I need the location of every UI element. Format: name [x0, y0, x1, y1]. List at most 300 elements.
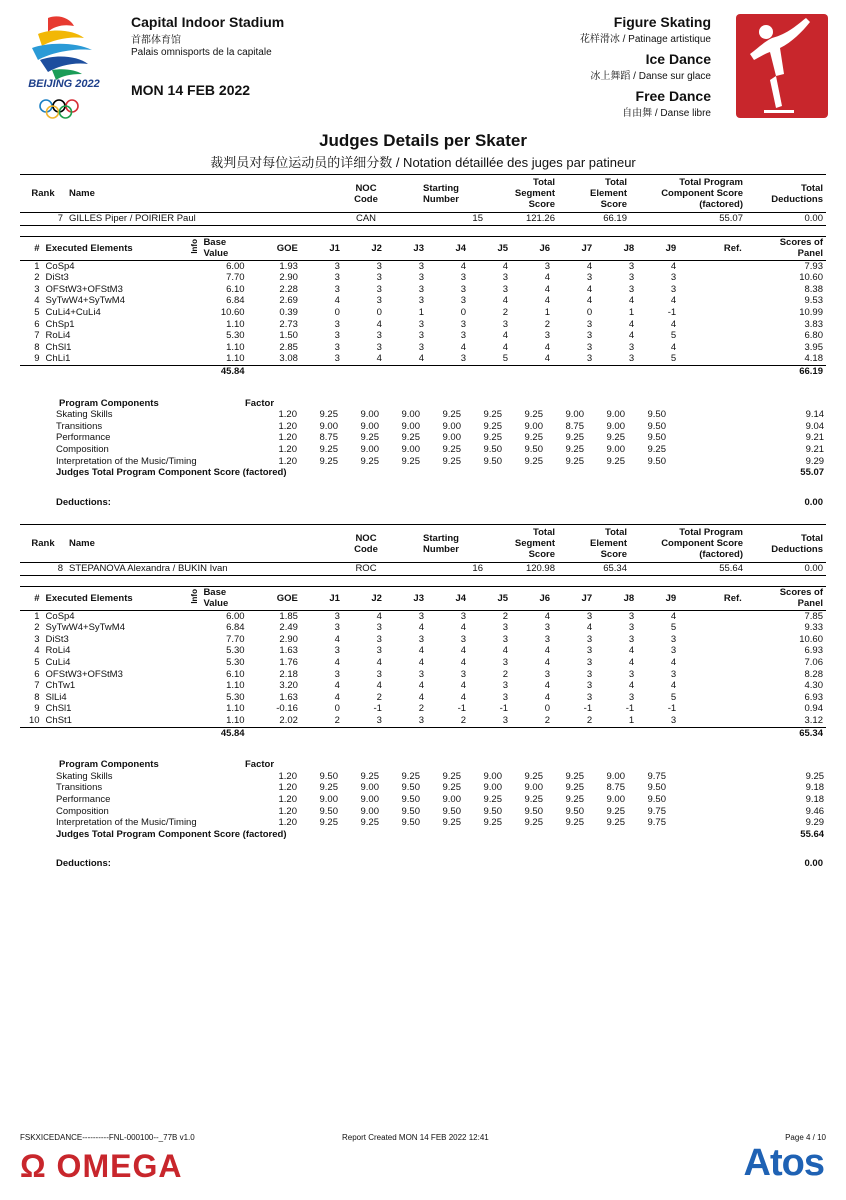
judge-score: 3: [586, 691, 593, 703]
component-judge-score: 9.00: [401, 420, 420, 432]
judge-score: 3: [628, 260, 635, 272]
judge-score: 3: [460, 295, 467, 307]
element-ref: [679, 703, 745, 715]
base-value-total: 45.84: [220, 727, 245, 739]
element-num: 7: [34, 330, 40, 342]
component-judge-score: 9.25: [483, 409, 502, 421]
element-panel-score: 6.93: [804, 691, 823, 703]
element-goe: -0.16: [276, 703, 298, 715]
element-panel-score: 9.53: [804, 295, 823, 307]
judge-header: J8: [623, 242, 635, 254]
element-code: CuLi4: [45, 656, 71, 668]
element-goe: 1.76: [279, 656, 298, 668]
element-info: [186, 715, 200, 727]
skater-section: [20, 524, 826, 870]
judge-score: 4: [460, 622, 467, 634]
judge-score: 4: [418, 645, 424, 657]
logo-text: BEIJING 2022: [28, 78, 100, 90]
component-judge-score: 9.50: [524, 805, 543, 817]
components-table: [20, 398, 827, 479]
component-judge-score: 9.50: [401, 793, 420, 805]
judge-score: 4: [418, 622, 424, 634]
report-title-main: Judges Details per Skater: [319, 131, 527, 150]
event-date: MON 14 FEB 2022: [131, 82, 251, 98]
element-ref: [679, 307, 745, 319]
judge-score: 3: [628, 633, 635, 645]
component-panel-score: 9.29: [805, 817, 825, 829]
component-panel-score: 9.46: [805, 805, 825, 817]
element-row: [20, 657, 826, 669]
judge-score: 4: [334, 295, 340, 307]
judge-score: 3: [586, 330, 593, 342]
skater-deductions: 0.00: [804, 563, 823, 574]
judge-score: 5: [670, 622, 677, 634]
element-base-value: 6.10: [226, 283, 245, 295]
judge-score: 3: [418, 295, 424, 307]
atos-logo: Atos: [743, 1142, 824, 1184]
element-goe: 2.18: [279, 668, 298, 680]
component-judge-score: 9.25: [319, 782, 338, 794]
element-goe: 2.85: [279, 341, 298, 353]
judge-score: 4: [628, 680, 635, 692]
element-num: 8: [34, 691, 40, 703]
judge-score: 4: [670, 680, 677, 692]
element-code: OFStW3+OFStM3: [45, 668, 123, 680]
component-judge-score: 9.75: [647, 817, 666, 829]
component-judge-score: 9.25: [483, 420, 502, 432]
venue-name: Capital Indoor Stadium: [131, 14, 285, 30]
component-name: Interpretation of the Music/Timing: [56, 455, 197, 467]
component-judge-score: 9.50: [647, 455, 666, 467]
deductions-header: Total Deductions: [771, 532, 823, 555]
judge-score: 4: [670, 295, 677, 307]
judge-score: 4: [502, 341, 509, 353]
judge-score: 2: [502, 306, 509, 318]
report-code: FSKXICEDANCE----------FNL-000100--_77B v1.0: [20, 1133, 195, 1142]
judge-score: 4: [418, 353, 424, 365]
element-code: RoLi4: [45, 645, 71, 657]
beijing-2022-emblem-icon: [18, 12, 110, 120]
element-info: [186, 319, 200, 331]
element-panel-score: 6.80: [804, 330, 823, 342]
judge-score: 3: [502, 318, 509, 330]
info-header: Info: [190, 589, 200, 604]
element-code: SyTwW4+SyTwM4: [45, 295, 125, 307]
element-goe: 1.63: [279, 645, 298, 657]
component-name: Composition: [56, 443, 109, 455]
judge-score: 4: [544, 341, 551, 353]
component-row: [20, 782, 827, 794]
omega-logo: Ω OMEGA: [20, 1148, 183, 1184]
scores-of-panel-header: Scores of Panel: [779, 237, 823, 260]
judge-score: 3: [628, 610, 635, 622]
component-judge-score: 9.25: [565, 817, 584, 829]
element-score-total: 66.19: [799, 365, 823, 377]
judge-score: 3: [418, 330, 424, 342]
element-row: [20, 622, 826, 634]
component-judge-score: 9.00: [319, 793, 338, 805]
component-judge-score: 9.25: [606, 805, 625, 817]
element-panel-score: 3.95: [804, 341, 823, 353]
element-num: 6: [34, 668, 40, 680]
component-judge-score: 9.50: [647, 782, 666, 794]
judge-score: 3: [670, 633, 677, 645]
component-judge-score: 9.50: [319, 805, 338, 817]
element-base-value: 5.30: [226, 656, 245, 668]
judge-header: J1: [329, 242, 340, 254]
component-factor: 1.20: [278, 420, 297, 432]
report-created: Report Created MON 14 FEB 2022 12:41: [342, 1133, 489, 1142]
judge-score: -1: [499, 703, 509, 715]
element-row: [20, 703, 826, 715]
element-num: 5: [34, 656, 40, 668]
judge-score: 3: [460, 353, 467, 365]
venue-block: [131, 14, 284, 58]
component-row: [20, 444, 827, 456]
judge-score: 3: [376, 295, 382, 307]
judge-score: 0: [586, 306, 593, 318]
element-row: [20, 260, 826, 272]
component-name: Interpretation of the Music/Timing: [56, 817, 197, 829]
tes-header: Total Element Score: [590, 527, 627, 560]
judges-total-pcs-label: Judges Total Program Component Score (factored): [56, 828, 287, 840]
judge-score: 3: [670, 283, 677, 295]
skater-tes: 65.34: [603, 563, 627, 574]
element-row: [20, 715, 826, 727]
element-num: 5: [34, 306, 40, 318]
component-judge-score: 9.50: [483, 805, 502, 817]
element-ref: [679, 657, 745, 669]
element-code: ChSl1: [45, 341, 72, 353]
scores-of-panel-header: Scores of Panel: [779, 587, 823, 610]
component-panel-score: 9.21: [805, 432, 825, 444]
judge-score: -1: [667, 306, 677, 318]
element-panel-score: 3.12: [804, 714, 823, 726]
element-ref: [679, 634, 745, 646]
figure-skating-pictogram: [736, 14, 828, 118]
judge-score: 0: [376, 306, 382, 318]
judge-score: 3: [544, 330, 551, 342]
judge-score: -1: [625, 703, 635, 715]
judge-header: J5: [497, 242, 509, 254]
component-panel-score: 9.04: [805, 420, 825, 432]
judge-score: 4: [460, 656, 467, 668]
component-judge-score: 9.25: [565, 793, 584, 805]
skater-name: GILLES Piper / POIRIER Paul: [69, 213, 196, 224]
element-ref: [679, 260, 745, 272]
component-judge-score: 9.50: [483, 443, 502, 455]
noc-header: NOC Code: [354, 532, 378, 555]
element-base-value: 6.84: [226, 295, 245, 307]
judge-score: 3: [670, 272, 677, 284]
judge-score: 4: [460, 680, 467, 692]
component-row: [20, 771, 827, 783]
judge-score: 4: [376, 610, 382, 622]
judge-score: 3: [628, 691, 635, 703]
component-row: [20, 421, 827, 433]
judge-header: J6: [539, 592, 551, 604]
component-row: [20, 806, 827, 818]
judge-score: 3: [502, 680, 509, 692]
deductions-header: Total Deductions: [771, 182, 823, 205]
judge-score: 3: [502, 283, 509, 295]
goe-header: GOE: [276, 242, 298, 254]
element-row: [20, 692, 826, 704]
element-goe: 1.93: [279, 260, 298, 272]
element-info: [186, 669, 200, 681]
element-num-header: #: [34, 592, 40, 604]
judge-score: 4: [418, 656, 424, 668]
component-judge-score: 9.00: [319, 420, 338, 432]
judge-score: 3: [460, 283, 467, 295]
element-info: [186, 330, 200, 342]
component-name: Performance: [56, 432, 111, 444]
ref-header: Ref.: [723, 242, 742, 254]
program-components-header: Program Components: [59, 759, 159, 771]
element-base-value: 5.30: [226, 645, 245, 657]
component-factor: 1.20: [278, 817, 297, 829]
component-row: [20, 456, 827, 468]
component-judge-score: 9.25: [360, 770, 379, 782]
element-panel-score: 7.93: [804, 260, 823, 272]
judge-score: 4: [544, 610, 551, 622]
page-number: Page 4 / 10: [785, 1133, 826, 1142]
element-panel-score: 4.30: [804, 680, 823, 692]
venue-name-zh: 首都体育馆: [131, 35, 181, 46]
element-code: SlLi4: [45, 691, 67, 703]
judge-score: 3: [376, 283, 382, 295]
element-ref: [679, 680, 745, 692]
judge-score: 3: [628, 353, 635, 365]
judge-header: J4: [455, 242, 467, 254]
skater-tss: 120.98: [525, 563, 555, 574]
component-judge-score: 9.50: [401, 805, 420, 817]
component-judge-score: 9.00: [524, 420, 543, 432]
element-base-value: 1.10: [226, 680, 245, 692]
component-judge-score: 9.25: [401, 455, 420, 467]
component-judge-score: 9.50: [647, 409, 666, 421]
judge-score: 4: [376, 318, 382, 330]
component-judge-score: 9.25: [319, 443, 338, 455]
base-value-total: 45.84: [220, 365, 245, 377]
component-judge-score: 9.75: [647, 770, 666, 782]
element-score-total: 65.34: [799, 727, 823, 739]
element-base-value: 6.00: [226, 260, 245, 272]
component-judge-score: 9.25: [565, 455, 584, 467]
judge-score: 4: [544, 691, 551, 703]
component-judge-score: 9.25: [442, 455, 461, 467]
judge-header: J3: [413, 592, 424, 604]
element-info: [186, 610, 200, 622]
base-value-header: Base Value: [203, 587, 229, 610]
element-ref: [679, 330, 745, 342]
component-judge-score: 9.00: [360, 420, 379, 432]
component-judge-score: 8.75: [606, 782, 625, 794]
judge-score: 3: [418, 341, 424, 353]
segment-title: Free Dance: [635, 88, 711, 104]
judge-score: 4: [670, 656, 677, 668]
judge-score: 3: [334, 622, 340, 634]
skater-pcs: 55.07: [719, 213, 743, 224]
component-panel-score: 9.14: [805, 409, 825, 421]
judge-score: 3: [586, 656, 593, 668]
judge-header: J4: [455, 592, 467, 604]
component-panel-score: 9.18: [805, 782, 825, 794]
element-info: [186, 703, 200, 715]
element-ref: [679, 272, 745, 284]
page-header: [0, 0, 846, 125]
element-info: [186, 272, 200, 284]
component-judge-score: 9.00: [606, 770, 625, 782]
tes-header: Total Element Score: [590, 177, 627, 210]
element-code: CoSp4: [45, 610, 75, 622]
judge-score: 4: [544, 645, 551, 657]
judge-score: 3: [460, 318, 467, 330]
judge-score: 3: [418, 610, 424, 622]
element-base-value: 1.10: [226, 353, 245, 365]
element-num: 7: [34, 680, 40, 692]
judge-score: 3: [460, 610, 467, 622]
component-judge-score: 9.00: [606, 793, 625, 805]
judge-score: 3: [334, 318, 340, 330]
component-judge-score: 9.00: [360, 443, 379, 455]
judge-score: 3: [460, 330, 467, 342]
component-panel-score: 9.29: [805, 455, 825, 467]
element-row: [20, 307, 826, 319]
component-judge-score: 9.00: [606, 443, 625, 455]
element-row: [20, 634, 826, 646]
element-num: 9: [34, 703, 40, 715]
skater-section: [20, 174, 826, 508]
element-info: [186, 307, 200, 319]
element-code: ChSl1: [45, 703, 72, 715]
element-info: [186, 692, 200, 704]
element-code: DiSt3: [45, 272, 69, 284]
element-base-value: 10.60: [220, 306, 245, 318]
element-code: ChTw1: [45, 680, 76, 692]
element-info: [186, 260, 200, 272]
judge-score: 2: [544, 714, 551, 726]
report-title-sub: 裁判员对每位运动员的详细分数 / Notation détaillée des juges par patineur: [210, 155, 636, 170]
judge-score: 3: [670, 714, 677, 726]
element-row: [20, 680, 826, 692]
element-base-value: 1.10: [226, 714, 245, 726]
judge-score: 4: [628, 330, 635, 342]
element-row: [20, 319, 826, 331]
figure-skater-icon: [736, 14, 828, 118]
skater-noc: ROC: [355, 563, 377, 574]
program-components-header: Program Components: [59, 397, 159, 409]
component-row: [20, 432, 827, 444]
component-judge-score: 9.25: [442, 782, 461, 794]
base-value-header: Base Value: [203, 237, 229, 260]
component-factor: 1.20: [278, 455, 297, 467]
judge-score: 3: [502, 656, 509, 668]
skater-summary-table: [20, 174, 826, 226]
judge-score: 0: [334, 703, 340, 715]
report-title: [0, 131, 846, 171]
judge-score: 4: [544, 272, 551, 284]
judge-header: J5: [497, 592, 509, 604]
component-judge-score: 9.00: [401, 443, 420, 455]
judge-score: 3: [334, 341, 340, 353]
executed-elements-header: Executed Elements: [45, 592, 133, 604]
component-judge-score: 9.00: [442, 793, 461, 805]
component-name: Transitions: [56, 420, 103, 432]
judge-score: 4: [628, 656, 635, 668]
components-table: [20, 759, 827, 840]
judge-score: 4: [502, 260, 509, 272]
judge-score: 0: [334, 306, 340, 318]
goe-header: GOE: [276, 592, 298, 604]
component-judge-score: 9.50: [565, 805, 584, 817]
element-info: [186, 634, 200, 646]
component-judge-score: 9.00: [442, 420, 461, 432]
component-panel-score: 9.25: [805, 770, 825, 782]
component-row: [20, 409, 827, 421]
judge-score: 3: [628, 622, 635, 634]
judge-score: 3: [334, 645, 340, 657]
judge-score: 3: [334, 260, 340, 272]
judge-score: 2: [502, 668, 509, 680]
component-judge-score: 9.25: [319, 409, 338, 421]
element-base-value: 1.10: [226, 703, 245, 715]
element-base-value: 6.84: [226, 622, 245, 634]
judge-score: 0: [544, 703, 551, 715]
judge-score: 3: [544, 668, 551, 680]
element-goe: 2.73: [279, 318, 298, 330]
judge-score: 3: [586, 633, 593, 645]
judge-score: 3: [376, 341, 382, 353]
component-judge-score: 9.25: [442, 770, 461, 782]
elements-table: [20, 236, 826, 378]
element-code: DiSt3: [45, 633, 69, 645]
factor-header: Factor: [245, 759, 275, 771]
judge-score: 4: [628, 295, 635, 307]
judge-score: 2: [586, 714, 593, 726]
element-base-value: 5.30: [226, 691, 245, 703]
judge-header: J7: [581, 592, 593, 604]
component-judge-score: 9.25: [606, 455, 625, 467]
element-num: 8: [34, 341, 40, 353]
component-judge-score: 9.50: [401, 782, 420, 794]
skater-deductions: 0.00: [804, 213, 823, 224]
judge-score: 2: [376, 691, 382, 703]
judge-score: 3: [334, 283, 340, 295]
judge-score: 4: [544, 295, 551, 307]
judge-score: -1: [583, 703, 593, 715]
judge-score: 4: [670, 318, 677, 330]
factor-header: Factor: [245, 397, 275, 409]
judge-score: 4: [460, 260, 467, 272]
element-num: 3: [34, 283, 40, 295]
component-judge-score: 9.25: [524, 432, 543, 444]
component-judge-score: 9.25: [442, 409, 461, 421]
element-info: [186, 657, 200, 669]
segment-subtitle: 自由舞 / Danse libre: [622, 108, 711, 119]
element-goe: 2.69: [279, 295, 298, 307]
element-base-value: 7.70: [226, 633, 245, 645]
judge-score: 4: [670, 610, 677, 622]
element-goe: 2.02: [279, 714, 298, 726]
judge-header: J9: [665, 242, 677, 254]
judge-score: 3: [418, 272, 424, 284]
judge-score: 3: [544, 633, 551, 645]
deductions-value: 0.00: [804, 496, 823, 508]
element-panel-score: 4.18: [804, 353, 823, 365]
judges-total-pcs-label: Judges Total Program Component Score (factored): [56, 467, 287, 479]
elements-table: [20, 586, 826, 740]
